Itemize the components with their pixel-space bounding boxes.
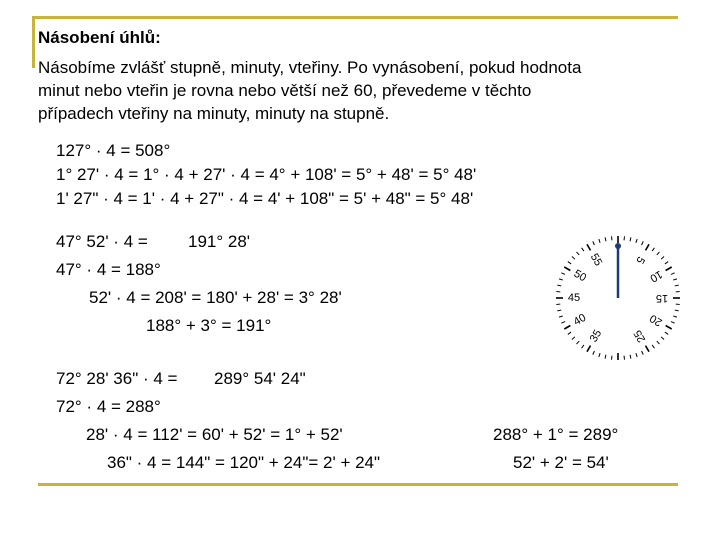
dial-tick (657, 252, 660, 255)
dial-tick (661, 257, 664, 260)
dial-hand-tip (615, 243, 621, 249)
dial-tick (636, 239, 637, 243)
dial-tick (593, 241, 595, 245)
dial-tick (673, 279, 677, 280)
dial-tick (665, 262, 668, 264)
dial-tick (557, 285, 561, 286)
dial-tick (671, 322, 675, 324)
dial-label: 40 (571, 311, 589, 329)
example3-step: 36" · 4 = 144" = 120" + 24"= 2' + 24" (107, 453, 381, 472)
example2-lhs: 47° 52' · 4 = (56, 232, 148, 251)
dial-label: 20 (647, 311, 665, 329)
dial-tick (630, 237, 631, 241)
dial-tick (642, 351, 644, 355)
example1-line: 1' 27" · 4 = 1' · 4 + 27" · 4 = 4' + 108" = 5' + 48" = 5° 48' (56, 189, 474, 208)
slide-heading: Násobení úhlů: (38, 28, 161, 47)
dial-label: 5 (633, 254, 647, 266)
example2-step: 188° + 3° = 191° (146, 316, 272, 335)
dial-tick (630, 355, 631, 359)
dial-tick (657, 341, 660, 344)
intro-line: případech vteřiny na minuty, minuty na stupně. (38, 104, 390, 123)
dial-tick (572, 257, 575, 260)
example2-step: 52' · 4 = 208' = 180' + 28' = 3° 28' (89, 288, 342, 307)
dial-tick (666, 267, 672, 271)
example3-side-note: 288° + 1° = 289° (493, 425, 619, 444)
dial-label: 55 (587, 251, 605, 269)
dial-tick (568, 262, 571, 264)
dial-tick (557, 310, 561, 311)
dial-tick (642, 241, 644, 245)
dial-tick (605, 355, 606, 359)
dial-tick (564, 326, 570, 330)
dial-label: 50 (571, 267, 589, 285)
top-rule (32, 16, 678, 19)
dial-tick (582, 248, 584, 251)
left-rule (32, 16, 35, 68)
dial-tick (561, 273, 565, 275)
dial-tick (671, 273, 675, 275)
dial-tick (646, 346, 650, 352)
dial-tick (599, 353, 600, 357)
dial-tick (675, 285, 679, 286)
dial-tick (568, 332, 571, 334)
dial-tick (666, 326, 672, 330)
stopwatch-dial (540, 218, 700, 378)
dial-tick (572, 337, 575, 340)
dial-tick (646, 244, 650, 250)
dial-tick (661, 337, 664, 340)
dial-tick (636, 353, 637, 357)
dial-tick (564, 267, 570, 271)
dial-tick (593, 351, 595, 355)
dial-tick (605, 237, 606, 241)
intro-line: minut nebo vteřin je rovna nebo větší než 60, převedeme v těchto (38, 81, 532, 100)
dial-tick (559, 316, 563, 317)
dial-tick (599, 239, 600, 243)
dial-tick (665, 332, 668, 334)
example1-line: 1° 27' · 4 = 1° · 4 + 27' · 4 = 4° + 108' = 5° + 48' = 5° 48' (56, 165, 477, 184)
dial-tick (582, 345, 584, 348)
bottom-rule (38, 483, 678, 486)
dial-label: 25 (631, 327, 649, 345)
dial-label: 15 (655, 292, 669, 304)
dial-tick (652, 345, 654, 348)
example3-lhs: 72° 28' 36" · 4 = (56, 369, 178, 388)
dial-label: 35 (587, 327, 605, 345)
example3-step: 72° · 4 = 288° (56, 397, 161, 416)
dial-tick (673, 316, 677, 317)
dial-tick (577, 341, 580, 344)
dial-tick (577, 252, 580, 255)
dial-tick (561, 322, 565, 324)
intro-line: Násobíme zvlášť stupně, minuty, vteřiny. Po vynásobení, pokud hodnota (38, 58, 582, 77)
dial-tick (587, 244, 591, 250)
example2-step: 47° · 4 = 188° (56, 260, 161, 279)
example3-result: 289° 54' 24" (214, 369, 306, 388)
dial-label: 45 (567, 292, 581, 304)
example1-line: 127° · 4 = 508° (56, 141, 171, 160)
dial-label: 10 (647, 267, 665, 285)
example3-step: 28' · 4 = 112' = 60' + 52' = 1° + 52' (86, 425, 343, 444)
dial-tick (675, 310, 679, 311)
dial-tick (559, 279, 563, 280)
intro-paragraph (38, 56, 698, 125)
dial-tick (587, 346, 591, 352)
example3-side-note: 52' + 2' = 54' (513, 453, 609, 472)
example2-result: 191° 28' (188, 232, 251, 251)
dial-tick (652, 248, 654, 251)
